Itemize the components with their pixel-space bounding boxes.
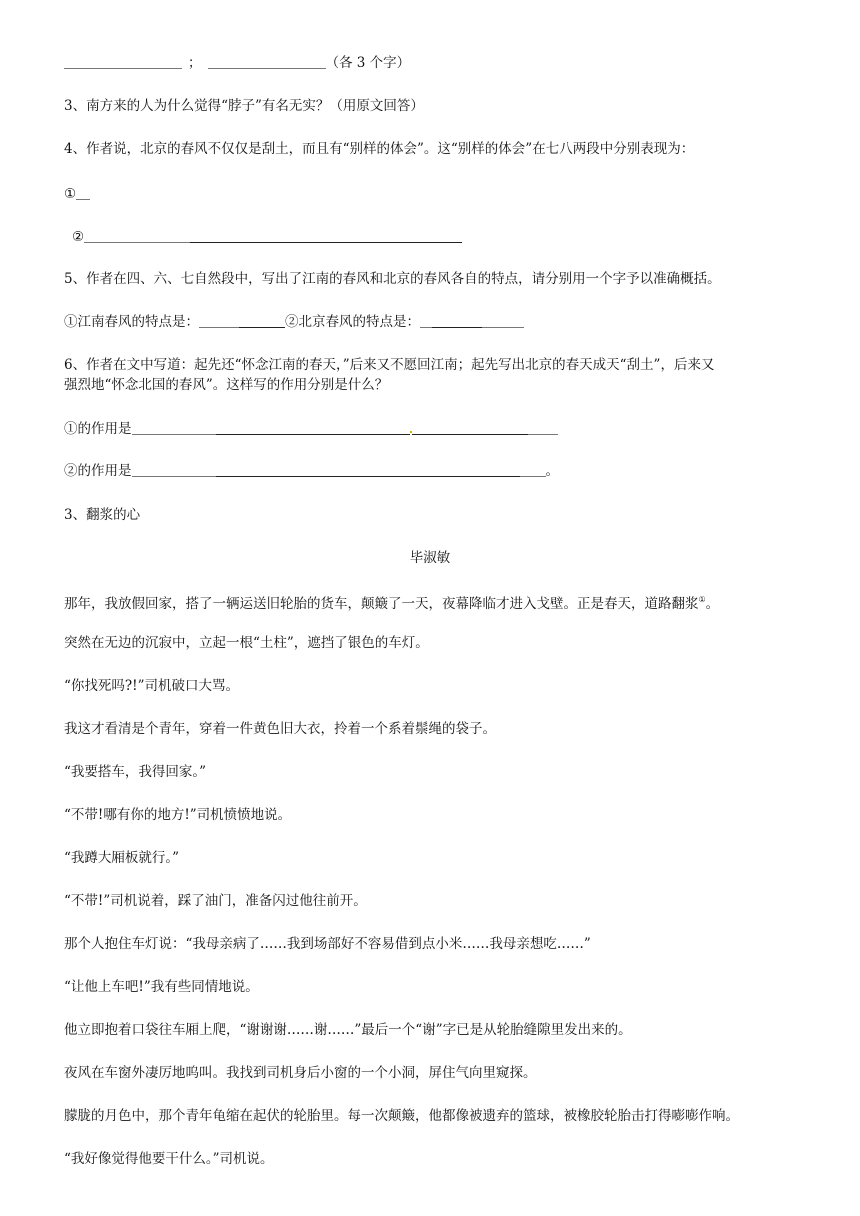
passage-paragraph: “不带!”司机说着，踩了油门，准备闪过他往前开。	[64, 893, 367, 909]
q2-answer-line	[64, 54, 410, 72]
passage-paragraph: “我要搭车，我得回家。”	[64, 764, 207, 780]
answer-blank[interactable]	[482, 313, 524, 328]
q6-answer-2	[64, 462, 559, 480]
answer-blank[interactable]	[216, 420, 410, 435]
answer-label: ②的作用是	[64, 463, 132, 479]
q4-answer-1	[64, 185, 90, 203]
q4-answer-2	[72, 228, 462, 246]
note-text: （各 3 个字）	[325, 55, 411, 71]
passage-paragraph: “让他上车吧!”我有些同情地说。	[64, 979, 259, 995]
answer-label: ②北京春风的特点是：	[285, 314, 420, 330]
question-6-line-1: 6、作者在文中写道：起先还“怀念江南的春天，”后来又不愿回江南；起先写出北京的春天成天“刮土”，后来又	[64, 357, 715, 373]
answer-blank[interactable]	[239, 313, 285, 328]
passage-paragraph: “我蹲大厢板就行。”	[64, 850, 180, 866]
passage-paragraph: “你找死吗?!”司机破口大骂。	[64, 678, 239, 694]
footnote-marker: ①	[698, 595, 706, 604]
passage-paragraph: 那个人抱住车灯说：“我母亲病了……我到场部好不容易借到点小米……我母亲想吃……”	[64, 936, 591, 952]
author-name: 毕淑敏	[409, 550, 451, 566]
passage-paragraph	[64, 591, 719, 613]
question-6-line-2: 强烈地“怀念北国的春风”。这样写的作用分别是什么？	[64, 377, 389, 393]
question-4: 4、作者说，北京的春风不仅仅是刮土，而且有“别样的体会”。这“别样的体会”在七八两段中分别表现为：	[64, 141, 695, 157]
item-marker: ①	[64, 186, 77, 202]
period: 。	[705, 596, 720, 612]
passage-paragraph: 突然在无边的沉寂中，立起一根“土柱”，遮挡了银色的车灯。	[64, 635, 429, 651]
item-marker: ②	[72, 229, 85, 245]
passage-paragraph: 我这才看清是个青年，穿着一件黄色旧大衣，拎着一个系着鬃绳的袋子。	[64, 721, 496, 737]
answer-blank[interactable]	[208, 54, 326, 69]
answer-blank[interactable]	[76, 185, 90, 200]
answer-blank[interactable]	[190, 228, 462, 243]
answer-blank[interactable]	[528, 420, 558, 435]
answer-blank[interactable]	[432, 313, 482, 328]
answer-blank[interactable]	[216, 462, 520, 477]
passage-paragraph: 他立即抱着口袋往车厢上爬，“谢谢谢……谢……”最后一个“谢”字已是从轮胎缝隙里发出来的。	[64, 1022, 632, 1038]
passage-paragraph: 朦胧的月色中，那个青年龟缩在起伏的轮胎里。每一次颠簸，他都像被遗弃的篮球，被橡胶轮胎击打得嘭嘭作响。	[64, 1108, 739, 1124]
answer-blank[interactable]	[132, 420, 216, 435]
passage-paragraph: “我好像觉得他要干什么。”司机说。	[64, 1151, 274, 1167]
answer-label: ①江南春风的特点是：	[64, 314, 199, 330]
question-3: 3、南方来的人为什么觉得“脖子”有名无实？（用原文回答）	[64, 98, 424, 114]
paragraph-text: 那年，我放假回家，搭了一辆运送旧轮胎的货车，颠簸了一天，夜幕降临才进入戈壁。正是春天，道路翻浆	[64, 596, 699, 612]
answer-blank[interactable]	[199, 313, 239, 328]
separator: ；	[188, 55, 202, 71]
answer-blank[interactable]	[420, 313, 432, 328]
section-title: 3、翻浆的心	[64, 507, 141, 523]
q5-answers	[64, 313, 524, 331]
q6-answer-1	[64, 420, 558, 438]
question-5: 5、作者在四、六、七自然段中，写出了江南的春风和北京的春风各自的特点，请分别用一个字予以准确概括。	[64, 271, 721, 287]
answer-blank[interactable]	[132, 462, 216, 477]
answer-blank[interactable]	[412, 420, 528, 435]
answer-blank[interactable]	[84, 228, 190, 243]
passage-paragraph: “不带!哪有你的地方!”司机愤愤地说。	[64, 807, 292, 823]
answer-blank[interactable]	[64, 54, 182, 69]
period: 。	[545, 463, 559, 479]
answer-label: ①的作用是	[64, 421, 132, 437]
answer-blank[interactable]	[520, 462, 546, 477]
passage-paragraph: 夜风在车窗外凄厉地呜叫。我找到司机身后小窗的一个小洞，屏住气向里窥探。	[64, 1065, 537, 1081]
